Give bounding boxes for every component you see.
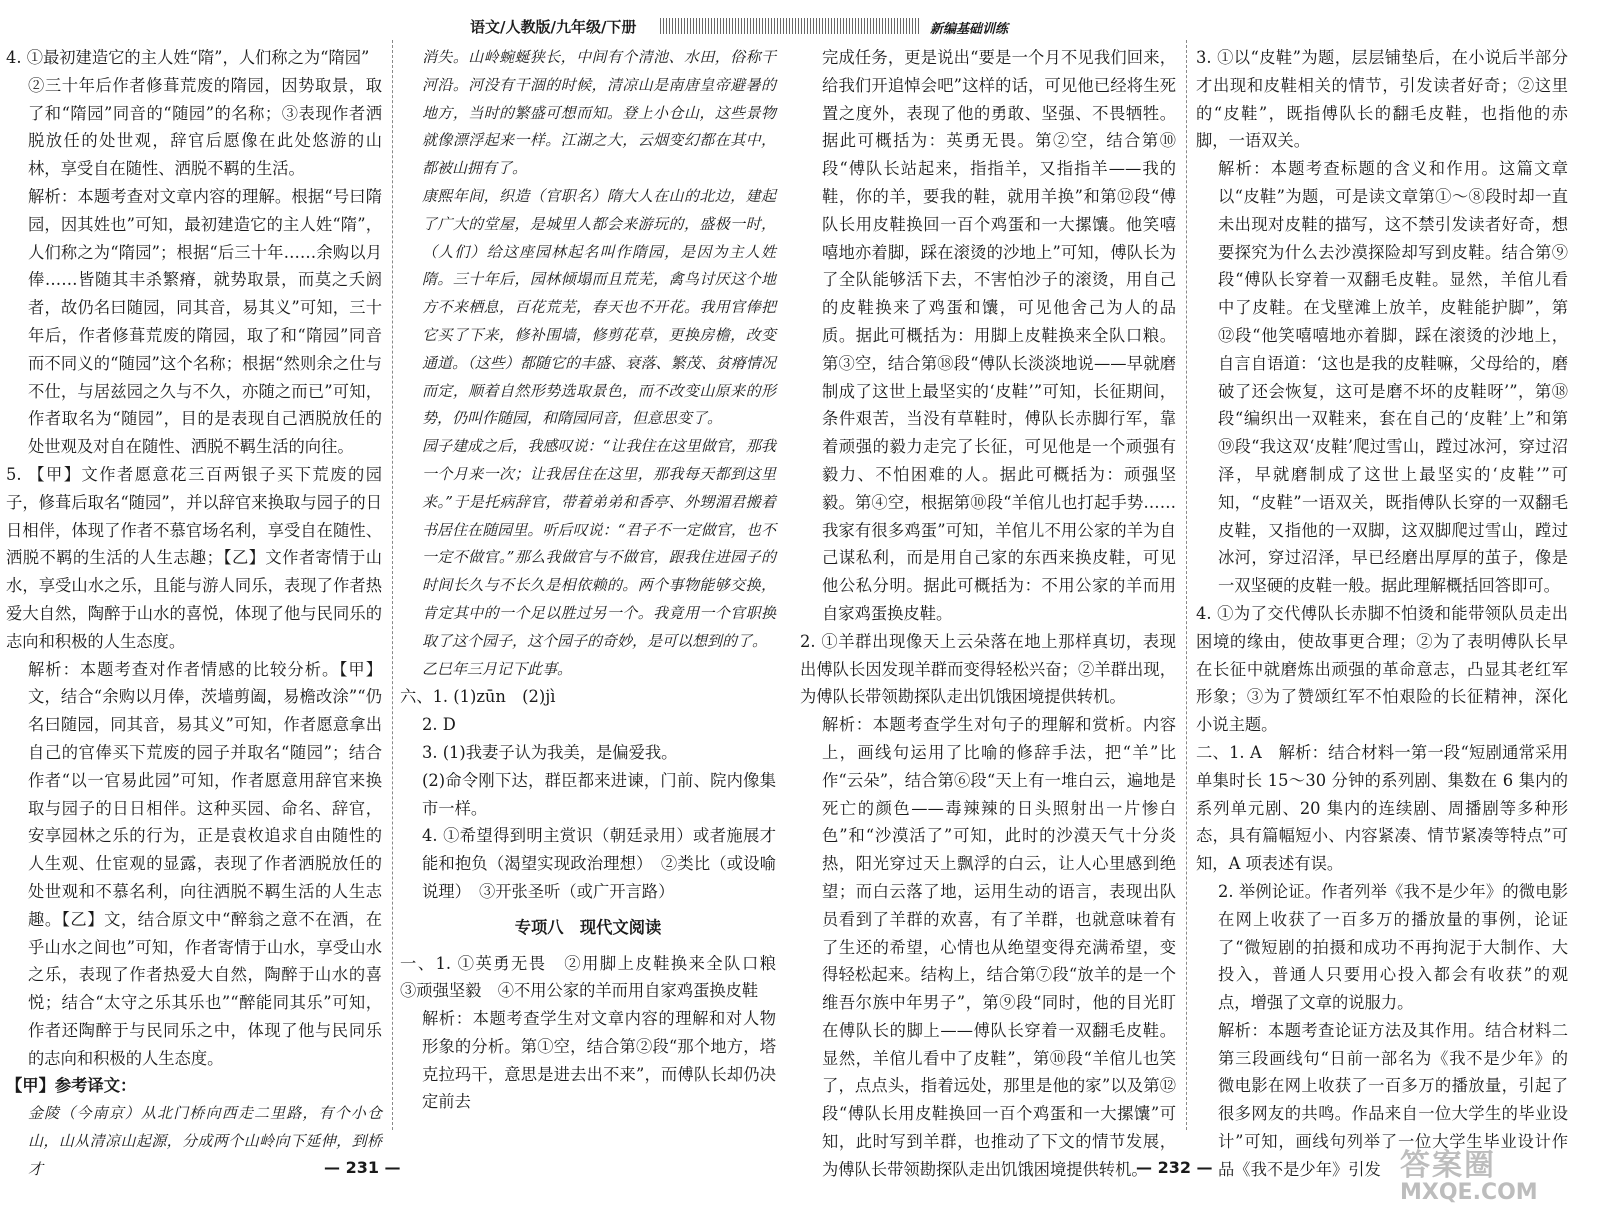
- analysis-paragraph: 解析：本题考查对文章内容的理解。根据“号曰隋园，因其姓也”可知，最初建造它的主人姓“隋”，人们称之为“隋园”；根据“后三十年……余购以月俸……皆随其丰杀繁瘠，就势取景，而莫之夭阏者，故仍名曰随园，同其音，易其义”可知，三十年后，作者修葺荒废的隋园，取了和“隋园”同音而不同义的“随园”这个名称；根据“然则余之仕与不仕，与居兹园之久与不久，亦随之而已”可知，作者取名为“随园”，目的是表现自己洒脱放任的处世观及对自在随性、洒脱不羁生活的向往。: [28, 186, 382, 457]
- watermark-url: MXQE.COM: [1400, 1180, 1538, 1205]
- translation-heading: 【甲】参考译文：: [6, 1076, 137, 1096]
- analysis-paragraph: 完成任务，更是说出“要是一个月不见我们回来，给我们开追悼会吧”这样的话，可见他已经将生死置之度外，表现了他的勇敢、坚强、不畏牺牲。据此可概括为：英勇无畏。第②空，结合第⑩段“傅队长站起来，指指羊，又指指羊——我的鞋，你的羊，要我的鞋，就用羊换”和第⑫段“傅队长用皮鞋换回一百个鸡蛋和一大摞馕。他笑嘻嘻地亦着脚，踩在滚烫的沙地上”可知，傅队长为了全队能够活下去，不害怕沙子的滚烫，用自己的皮鞋换来了鸡蛋和馕，可见他舍己为人的品质。据此可概括为：用脚上皮鞋换来全队口粮。第③空，结合第⑱段“傅队长淡淡地说——早就磨制成了这世上最坚实的‘皮鞋’”可知，长征期间，条件艰苦，当没有草鞋时，傅队长赤脚行军，靠着顽强的毅力走完了长征，可见他是一个顽强有毅力、不怕困难的人。据此可概括为：顽强坚毅。第④空，根据第⑩段“羊倌儿也打起手势……我家有很多鸡蛋”可知，羊倌儿不用公家的羊为自己谋私利，而是用自己家的东西来换皮鞋，可见他公私分明。据此可概括为：不用公家的羊而用自家鸡蛋换皮鞋。: [822, 48, 1176, 623]
- translation-paragraph: 消失。山岭蜿蜒狭长，中间有个清池、水田，俗称干河沿。河没有干涸的时候，清凉山是南唐皇帝避暑的地方，当时的繁盛可想而知。登上小仓山，这些景物就像漂浮起来一样。江湖之大，云烟变幻都在其中，都被山拥有了。: [422, 48, 776, 178]
- header-rule: [660, 18, 920, 34]
- column-divider: [1186, 40, 1187, 1130]
- answer-item: 一、1. ①英勇无畏 ②用脚上皮鞋换来全队口粮 ③顽强坚毅 ④不用公家的羊而用自家鸡蛋换皮鞋: [400, 953, 793, 1001]
- page-header: [470, 14, 1030, 42]
- analysis-paragraph: 解析：本题考查学生对文章内容的理解和对人物形象的分析。第①空，结合第②段“那个地方，塔克拉玛干，意思是进去出不来”，而傅队长却仍决定前去: [422, 1009, 776, 1112]
- analysis-paragraph: 解析：本题考查论证方法及其作用。结合材料二第三段画线句“日前一部名为《我不是少年》的微电影在网上收获了一百多万的播放量，引起了很多网友的共鸣。作品来自一位大学生的毕业设计”可知，画线句列举了一位大学生毕业设计作品《我不是少年》引发: [1218, 1020, 1568, 1179]
- watermark: [1400, 1140, 1590, 1206]
- page-number-right: — 232 —: [1136, 1158, 1213, 1177]
- analysis-paragraph: 解析：本题考查标题的含义和作用。这篇文章以“皮鞋”为题，可是读文章第①～⑧段时却一直未出现对皮鞋的描写，这不禁引发读者好奇，想要探究为什么去沙漠探险却写到皮鞋。结合第⑨段“傅队长穿着一双翻毛皮鞋。显然，羊倌儿看中了皮鞋。在戈壁滩上放羊，皮鞋能护脚”，第⑫段“他笑嘻嘻地亦着脚，踩在滚烫的沙地上，自言自语道：‘这也是我的皮鞋嘛，父母给的，磨破了还会恢复，这可是磨不坏的皮鞋呀’”，第⑱段“编织出一双鞋来，套在自己的‘皮鞋’上”和第⑲段“我这双‘皮鞋’爬过雪山，蹚过冰河，穿过沼泽，早就磨制成了这世上最坚实的‘皮鞋’”可知，“皮鞋”一语双关，既指傅队长穿的一双翻毛皮鞋，又指他的一双脚，这双脚爬过雪山，蹚过冰河，穿过沼泽，早已经磨出厚厚的茧子，像是一双坚硬的皮鞋一般。据此理解概括回答即可。: [1218, 159, 1568, 596]
- answer-item: 4. ①最初建造它的主人姓“隋”，人们称之为“隋园”: [6, 48, 370, 67]
- answer-item: 3. ①以“皮鞋”为题，层层铺垫后，在小说后半部分才出现和皮鞋相关的情节，引发读者好奇；②这里的“皮鞋”，既指傅队长的翻毛皮鞋，也指他的赤脚，一语双关。: [1196, 48, 1568, 151]
- answer-item: ②三十年后作者修葺荒废的隋园，因势取景，取了和“隋园”同音的“随园”的名称；③表现作者洒脱放任的处世观，辞官后愿像在此处悠游的山林，享受自在随性、洒脱不羁的生活。: [28, 75, 382, 179]
- analysis-paragraph: 解析：本题考查学生对句子的理解和赏析。内容上，画线句运用了比喻的修辞手法，把“羊”比作“云朵”，结合第⑥段“天上有一堆白云，遍地是死亡的颜色——毒辣辣的日头照射出一片惨白色”和“沙漠活了”可知，此时的沙漠天气十分炎热，阳光穿过天上飘浮的白云，让人心里感到绝望；而白云落了地，运用生动的语言，表现出队员看到了羊群的欢喜，有了羊群，也就意味着有了生还的希望，心情也从绝望变得充满希望，变得轻松起来。结构上，结合第⑦段“放羊的是一个维吾尔族中年男子”，第⑨段“同时，他的目光盯在傅队长的脚上——傅队长穿着一双翻毛皮鞋。显然，羊倌儿看中了皮鞋”，第⑩段“羊倌儿也笑了，点点头，指着远处，那里是他的家”以及第⑫段“傅队长用皮鞋换回一百个鸡蛋和一大摞馕”可知，此时写到羊群，也推动了下文的情节发展，为傅队长带领勘探队走出饥饿困境提供转机。: [822, 715, 1176, 1179]
- answer-item: 2. ①羊群出现像天上云朵落在地上那样真切，表现出傅队长因发现羊群而变得轻松兴奋；②羊群出现，为傅队长带领勘探队走出饥饿困境提供转机。: [800, 631, 1176, 707]
- watermark-logo: 答案圈: [1400, 1148, 1496, 1183]
- column-divider: [392, 40, 393, 1130]
- answer-item: 六、1. (1)zūn (2)jì: [400, 687, 556, 707]
- header-title: 语文/人教版/九年级/下册: [470, 18, 637, 36]
- section-heading: 专项八 现代文阅读: [514, 917, 662, 937]
- page-number-left: — 231 —: [324, 1158, 401, 1177]
- translation-paragraph: 园子建成之后，我感叹说：“让我住在这里做官，那我一个月来一次；让我居住在这里，那我每天都到这里来。”于是托病辞官，带着弟弟和香亭、外甥湄君搬着书居住在随园里。听后叹说：“君子不一定做官，也不一定不做官。”那么我做官与不做官，跟我住进园子的时间长久与不长久是相依赖的。两个事物能够交换，肯定其中的一个足以胜过另一个。我竟用一个官职换取了这个园子，这个园子的奇妙，是可以想到的了。: [422, 437, 776, 650]
- answer-item: 3. (1)我妻子认为我美，是偏爱我。: [422, 742, 678, 762]
- answer-item: 4. ①希望得到明主赏识（朝廷录用）或者施展才能和抱负（渴望实现政治理想） ②类比（或设喻说理） ③开张圣听（或广开言路）: [422, 826, 776, 901]
- translation-paragraph: 金陵（今南京）从北门桥向西走二里路，有个小仓山，山从清凉山起源，分成两个山岭向下延伸，到桥才: [28, 1104, 382, 1178]
- answer-column-2: [400, 44, 793, 1136]
- header-brand: 新编基础训练: [930, 22, 1009, 37]
- answer-item: 2. D: [422, 715, 456, 735]
- analysis-paragraph: 解析：本题考查对作者情感的比较分析。【甲】文，结合“余购以月俸，茨墙剪阖，易檐改涂”“仍名曰随园，同其音，易其义”可知，作者愿意拿出自己的官俸买下荒废的园子并取名“随园”；结合作者“以一官易此园”可知，作者愿意用辞官来换取与园子的日日相伴。这种买园、命名、辞官，安享园林之乐的行为，正是袁枚追求自由随性的人生观、仕宦观的显露，表现了作者洒脱放任的处世观和不慕名利，向往洒脱不羁生活的人生志趣。【乙】文，结合原文中“醉翁之意不在酒，在乎山水之间也”可知，作者寄情于山水，享受山水之乐，表现了作者热爱大自然，陶醉于山水的喜悦；结合“太守之乐其乐也”“醉能同其乐”可知，作者还陶醉于与民同乐之中，体现了他与民同乐的志向和积极的人生态度。: [28, 659, 382, 1068]
- answer-item: (2)命令刚下达，群臣都来进谏，门前、院内像集市一样。: [422, 770, 776, 818]
- translation-paragraph: 康熙年间，织造（官职名）隋大人在山的北边，建起了广大的堂屋，是城里人都会来游玩的，盛极一时，（人们）给这座园林起名叫作隋园，是因为主人姓隋。三十年后，园林倾塌而且荒芜，禽鸟讨厌这个地方不来栖息，百花荒芜，春天也不开花。我用官俸把它买了下来，修补围墙，修剪花草，更换房檐，改变通道。（这些）都随它的丰盛、衰落、繁茂、贫瘠情况而定，顺着自然形势选取景色，而不改变山原来的形势，仍叫作随园，和隋园同音，但意思变了。: [422, 186, 776, 428]
- translation-paragraph: 乙巳年三月记下此事。: [422, 659, 573, 678]
- answer-item: 二、1. A 解析：结合材料一第一段“短剧通常采用单集时长 15～30 分钟的系列剧、集数在 6 集内的系列单元剧、20 集内的连续剧、周播剧等多种形态，具有篇幅短小、内容紧凑、情节紧凑等特点”可知，A 项表述有误。: [1196, 742, 1568, 874]
- answer-item: 2. 举例论证。作者列举《我不是少年》的微电影在网上收获了一百多万的播放量的事例，论证了“微短剧的拍摄和成功不再拘泥于大制作、大投入，普通人只要用心投入都会有收获”的观点，增强了文章的说服力。: [1218, 881, 1568, 1013]
- answer-item: 4. ①为了交代傅队长赤脚不怕烫和能带领队员走出困境的缘由，使故事更合理；②为了表明傅队长早在长征中就磨炼出顽强的革命意志，凸显其老红军形象；③为了赞颂红军不怕艰险的长征精神，深化小说主题。: [1196, 603, 1568, 735]
- answer-item: 5. 【甲】文作者愿意花三百两银子买下荒废的园子，修葺后取名“随园”，并以辞官来换取与园子的日日相伴，体现了作者不慕官场名利，享受自在随性、洒脱不羁的生活的人生志趣；【乙】文作者寄情于山水，享受山水之乐，且能与游人同乐，表现了作者热爱大自然，陶醉于山水的喜悦，体现了他与民同乐的志向和积极的人生态度。: [6, 464, 382, 651]
